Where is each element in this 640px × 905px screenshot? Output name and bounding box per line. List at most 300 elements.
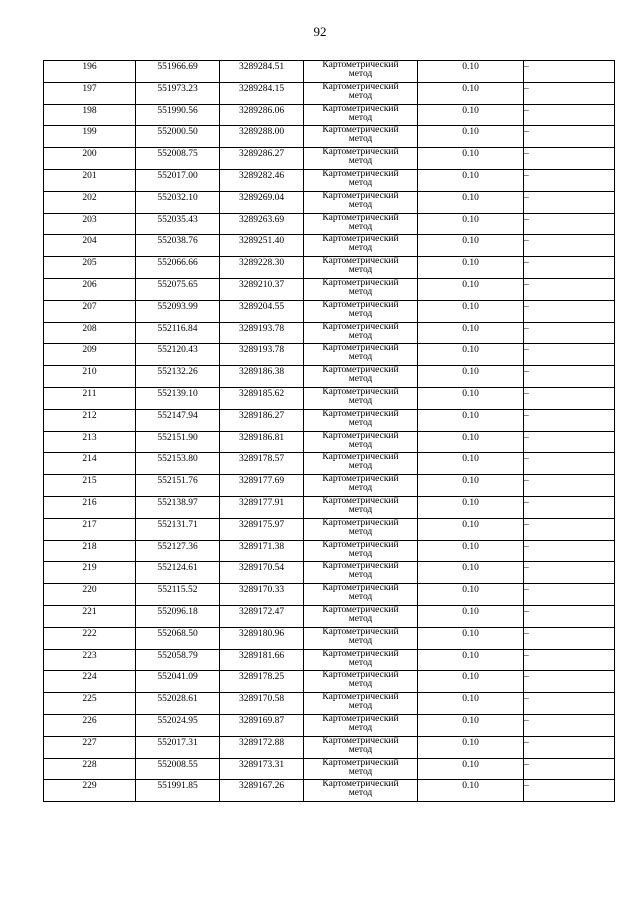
- method-line-2: метод: [348, 417, 373, 428]
- method-line-1: Картометрический: [322, 234, 399, 245]
- method-cell: [304, 322, 418, 344]
- method-line-1: Картометрический: [322, 452, 399, 463]
- accuracy-cell: 0.10: [418, 475, 524, 497]
- method-line-2: метод: [348, 679, 373, 690]
- x-coordinate-cell: 552041.09: [136, 671, 220, 693]
- method-line-2: метод: [348, 199, 373, 210]
- method-line-1: Картометрический: [322, 495, 399, 506]
- method-cell: [304, 61, 418, 83]
- method-cell: [304, 126, 418, 148]
- table-row: [44, 344, 615, 366]
- point-number-cell: 205: [44, 257, 136, 279]
- y-coordinate-cell: 3289178.25: [220, 671, 304, 693]
- x-coordinate-cell: 552153.80: [136, 453, 220, 475]
- table-row: [44, 584, 615, 606]
- y-coordinate-cell: 3289284.15: [220, 82, 304, 104]
- table-row: [44, 387, 615, 409]
- method-cell: [304, 387, 418, 409]
- x-coordinate-cell: 552132.26: [136, 366, 220, 388]
- note-cell: –: [524, 540, 615, 562]
- method-cell: [304, 649, 418, 671]
- table-row: [44, 409, 615, 431]
- point-number-cell: 227: [44, 736, 136, 758]
- point-number-cell: 197: [44, 82, 136, 104]
- x-coordinate-cell: 552058.79: [136, 649, 220, 671]
- x-coordinate-cell: 552017.31: [136, 736, 220, 758]
- accuracy-cell: 0.10: [418, 562, 524, 584]
- accuracy-cell: 0.10: [418, 714, 524, 736]
- table-row: [44, 322, 615, 344]
- note-cell: –: [524, 300, 615, 322]
- method-line-1: Картометрический: [322, 517, 399, 528]
- point-number-cell: 225: [44, 693, 136, 715]
- method-line-2: метод: [348, 395, 373, 406]
- method-cell: [304, 453, 418, 475]
- accuracy-cell: 0.10: [418, 322, 524, 344]
- accuracy-cell: 0.10: [418, 453, 524, 475]
- table-row: [44, 540, 615, 562]
- method-cell: [304, 366, 418, 388]
- method-line-1: Картометрический: [322, 299, 399, 310]
- method-line-2: метод: [348, 461, 373, 472]
- table-row: [44, 736, 615, 758]
- x-coordinate-cell: 552124.61: [136, 562, 220, 584]
- y-coordinate-cell: 3289170.58: [220, 693, 304, 715]
- method-cell: [304, 213, 418, 235]
- x-coordinate-cell: 552008.55: [136, 758, 220, 780]
- note-cell: –: [524, 627, 615, 649]
- x-coordinate-cell: 552024.95: [136, 714, 220, 736]
- accuracy-cell: 0.10: [418, 366, 524, 388]
- method-line-1: Картометрический: [322, 430, 399, 441]
- method-line-2: метод: [348, 504, 373, 515]
- accuracy-cell: 0.10: [418, 235, 524, 257]
- note-cell: –: [524, 61, 615, 83]
- method-line-2: метод: [348, 69, 373, 79]
- method-line-1: Картометрический: [322, 125, 399, 136]
- method-line-2: метод: [348, 766, 373, 777]
- note-cell: –: [524, 758, 615, 780]
- table-row: [44, 453, 615, 475]
- y-coordinate-cell: 3289167.26: [220, 780, 304, 802]
- x-coordinate-cell: 551973.23: [136, 82, 220, 104]
- method-cell: [304, 82, 418, 104]
- table-row: [44, 300, 615, 322]
- method-cell: [304, 714, 418, 736]
- accuracy-cell: 0.10: [418, 278, 524, 300]
- y-coordinate-cell: 3289186.38: [220, 366, 304, 388]
- method-line-2: метод: [348, 613, 373, 624]
- method-line-2: метод: [348, 112, 373, 123]
- table-row: [44, 627, 615, 649]
- y-coordinate-cell: 3289193.78: [220, 322, 304, 344]
- y-coordinate-cell: 3289185.62: [220, 387, 304, 409]
- method-line-1: Картометрический: [322, 583, 399, 594]
- point-number-cell: 210: [44, 366, 136, 388]
- x-coordinate-cell: 552147.94: [136, 409, 220, 431]
- accuracy-cell: 0.10: [418, 126, 524, 148]
- method-cell: [304, 148, 418, 170]
- x-coordinate-cell: 552068.50: [136, 627, 220, 649]
- note-cell: –: [524, 322, 615, 344]
- note-cell: –: [524, 104, 615, 126]
- method-cell: [304, 518, 418, 540]
- method-cell: [304, 344, 418, 366]
- method-line-1: Картометрический: [322, 779, 399, 790]
- y-coordinate-cell: 3289178.57: [220, 453, 304, 475]
- method-line-1: Картометрический: [322, 735, 399, 746]
- point-number-cell: 206: [44, 278, 136, 300]
- accuracy-cell: 0.10: [418, 736, 524, 758]
- method-line-2: метод: [348, 221, 373, 232]
- method-line-2: метод: [348, 526, 373, 537]
- x-coordinate-cell: 552120.43: [136, 344, 220, 366]
- accuracy-cell: 0.10: [418, 627, 524, 649]
- y-coordinate-cell: 3289186.27: [220, 409, 304, 431]
- point-number-cell: 208: [44, 322, 136, 344]
- method-line-2: метод: [348, 374, 373, 385]
- y-coordinate-cell: 3289228.30: [220, 257, 304, 279]
- y-coordinate-cell: 3289251.40: [220, 235, 304, 257]
- point-number-cell: 216: [44, 496, 136, 518]
- point-number-cell: 220: [44, 584, 136, 606]
- method-line-1: Картометрический: [322, 626, 399, 637]
- accuracy-cell: 0.10: [418, 540, 524, 562]
- table-row: [44, 649, 615, 671]
- note-cell: –: [524, 780, 615, 802]
- method-line-2: метод: [348, 134, 373, 145]
- note-cell: –: [524, 584, 615, 606]
- accuracy-cell: 0.10: [418, 104, 524, 126]
- x-coordinate-cell: 552139.10: [136, 387, 220, 409]
- method-line-2: метод: [348, 265, 373, 276]
- y-coordinate-cell: 3289172.88: [220, 736, 304, 758]
- method-line-1: Картометрический: [322, 212, 399, 223]
- method-line-1: Картометрический: [322, 408, 399, 419]
- table-row: [44, 475, 615, 497]
- table-row: [44, 169, 615, 191]
- method-line-1: Картометрический: [322, 648, 399, 659]
- table-row: [44, 104, 615, 126]
- note-cell: –: [524, 736, 615, 758]
- table-row: [44, 693, 615, 715]
- point-number-cell: 214: [44, 453, 136, 475]
- x-coordinate-cell: 552093.99: [136, 300, 220, 322]
- x-coordinate-cell: 551990.56: [136, 104, 220, 126]
- point-number-cell: 221: [44, 605, 136, 627]
- method-line-2: метод: [348, 548, 373, 559]
- accuracy-cell: 0.10: [418, 344, 524, 366]
- x-coordinate-cell: 552035.43: [136, 213, 220, 235]
- x-coordinate-cell: 552017.00: [136, 169, 220, 191]
- note-cell: –: [524, 191, 615, 213]
- table-row: [44, 605, 615, 627]
- accuracy-cell: 0.10: [418, 649, 524, 671]
- x-coordinate-cell: 551991.85: [136, 780, 220, 802]
- method-line-1: Картометрический: [322, 386, 399, 397]
- x-coordinate-cell: 552028.61: [136, 693, 220, 715]
- point-number-cell: 213: [44, 431, 136, 453]
- method-line-1: Картометрический: [322, 168, 399, 179]
- method-line-2: метод: [348, 657, 373, 668]
- note-cell: –: [524, 649, 615, 671]
- method-line-2: метод: [348, 483, 373, 494]
- accuracy-cell: 0.10: [418, 780, 524, 802]
- table-row: [44, 431, 615, 453]
- table-row: [44, 257, 615, 279]
- point-number-cell: 229: [44, 780, 136, 802]
- point-number-cell: 228: [44, 758, 136, 780]
- method-line-2: метод: [348, 308, 373, 319]
- accuracy-cell: 0.10: [418, 758, 524, 780]
- note-cell: –: [524, 387, 615, 409]
- method-cell: [304, 605, 418, 627]
- point-number-cell: 226: [44, 714, 136, 736]
- method-line-2: метод: [348, 788, 373, 799]
- method-line-1: Картометрический: [322, 713, 399, 724]
- y-coordinate-cell: 3289263.69: [220, 213, 304, 235]
- method-cell: [304, 671, 418, 693]
- method-cell: [304, 191, 418, 213]
- table-row: [44, 82, 615, 104]
- x-coordinate-cell: 552127.36: [136, 540, 220, 562]
- method-cell: [304, 278, 418, 300]
- point-number-cell: 209: [44, 344, 136, 366]
- note-cell: –: [524, 126, 615, 148]
- table-row: [44, 148, 615, 170]
- note-cell: –: [524, 431, 615, 453]
- method-cell: [304, 584, 418, 606]
- point-number-cell: 202: [44, 191, 136, 213]
- accuracy-cell: 0.10: [418, 257, 524, 279]
- note-cell: –: [524, 344, 615, 366]
- method-cell: [304, 496, 418, 518]
- table-row: [44, 780, 615, 802]
- note-cell: –: [524, 562, 615, 584]
- y-coordinate-cell: 3289282.46: [220, 169, 304, 191]
- method-line-2: метод: [348, 243, 373, 254]
- note-cell: –: [524, 213, 615, 235]
- table-row: [44, 213, 615, 235]
- method-line-1: Картометрический: [322, 692, 399, 703]
- table-row: [44, 191, 615, 213]
- method-cell: [304, 627, 418, 649]
- accuracy-cell: 0.10: [418, 431, 524, 453]
- x-coordinate-cell: 552116.84: [136, 322, 220, 344]
- x-coordinate-cell: 552075.65: [136, 278, 220, 300]
- coordinates-table-body: [44, 61, 615, 802]
- method-cell: [304, 736, 418, 758]
- method-line-2: метод: [348, 592, 373, 603]
- point-number-cell: 200: [44, 148, 136, 170]
- point-number-cell: 215: [44, 475, 136, 497]
- page-number: 92: [313, 24, 327, 39]
- x-coordinate-cell: 552000.50: [136, 126, 220, 148]
- method-line-1: Картометрический: [322, 343, 399, 354]
- method-line-1: Картометрический: [322, 81, 399, 92]
- note-cell: –: [524, 714, 615, 736]
- y-coordinate-cell: 3289175.97: [220, 518, 304, 540]
- method-line-1: Картометрический: [322, 561, 399, 572]
- y-coordinate-cell: 3289177.69: [220, 475, 304, 497]
- x-coordinate-cell: 552066.66: [136, 257, 220, 279]
- method-cell: [304, 104, 418, 126]
- y-coordinate-cell: 3289286.27: [220, 148, 304, 170]
- note-cell: –: [524, 257, 615, 279]
- method-cell: [304, 235, 418, 257]
- y-coordinate-cell: 3289181.66: [220, 649, 304, 671]
- note-cell: –: [524, 169, 615, 191]
- method-cell: [304, 257, 418, 279]
- point-number-cell: 196: [44, 61, 136, 83]
- method-line-2: метод: [348, 330, 373, 341]
- method-line-2: метод: [348, 722, 373, 733]
- y-coordinate-cell: 3289170.54: [220, 562, 304, 584]
- point-number-cell: 224: [44, 671, 136, 693]
- method-cell: [304, 169, 418, 191]
- point-number-cell: 219: [44, 562, 136, 584]
- y-coordinate-cell: 3289186.81: [220, 431, 304, 453]
- method-line-1: Картометрический: [322, 474, 399, 485]
- table-row: [44, 671, 615, 693]
- note-cell: –: [524, 235, 615, 257]
- method-cell: [304, 758, 418, 780]
- note-cell: –: [524, 475, 615, 497]
- point-number-cell: 199: [44, 126, 136, 148]
- accuracy-cell: 0.10: [418, 584, 524, 606]
- accuracy-cell: 0.10: [418, 693, 524, 715]
- table-row: [44, 758, 615, 780]
- method-line-1: Картометрический: [322, 757, 399, 768]
- y-coordinate-cell: 3289170.33: [220, 584, 304, 606]
- table-row: [44, 235, 615, 257]
- table-row: [44, 366, 615, 388]
- point-number-cell: 203: [44, 213, 136, 235]
- x-coordinate-cell: 552008.75: [136, 148, 220, 170]
- x-coordinate-cell: 551966.69: [136, 61, 220, 83]
- accuracy-cell: 0.10: [418, 496, 524, 518]
- method-line-1: Картометрический: [322, 190, 399, 201]
- point-number-cell: 212: [44, 409, 136, 431]
- accuracy-cell: 0.10: [418, 61, 524, 83]
- method-line-2: метод: [348, 635, 373, 646]
- note-cell: –: [524, 671, 615, 693]
- table-row: [44, 496, 615, 518]
- note-cell: –: [524, 518, 615, 540]
- table-row: [44, 518, 615, 540]
- point-number-cell: 222: [44, 627, 136, 649]
- method-cell: [304, 780, 418, 802]
- note-cell: –: [524, 366, 615, 388]
- method-line-1: Картометрический: [322, 321, 399, 332]
- method-line-1: Картометрический: [322, 670, 399, 681]
- accuracy-cell: 0.10: [418, 605, 524, 627]
- method-line-2: метод: [348, 701, 373, 712]
- method-line-2: метод: [348, 352, 373, 363]
- method-line-1: Картометрический: [322, 604, 399, 615]
- method-cell: [304, 693, 418, 715]
- table-row: [44, 126, 615, 148]
- method-cell: [304, 562, 418, 584]
- table-row: [44, 714, 615, 736]
- x-coordinate-cell: 552138.97: [136, 496, 220, 518]
- y-coordinate-cell: 3289210.37: [220, 278, 304, 300]
- method-line-2: метод: [348, 90, 373, 101]
- method-line-2: метод: [348, 286, 373, 297]
- x-coordinate-cell: 552096.18: [136, 605, 220, 627]
- x-coordinate-cell: 552115.52: [136, 584, 220, 606]
- note-cell: –: [524, 496, 615, 518]
- method-line-2: метод: [348, 156, 373, 167]
- y-coordinate-cell: 3289286.06: [220, 104, 304, 126]
- accuracy-cell: 0.10: [418, 213, 524, 235]
- table-row: [44, 278, 615, 300]
- method-line-1: Картометрический: [322, 539, 399, 550]
- accuracy-cell: 0.10: [418, 148, 524, 170]
- point-number-cell: 207: [44, 300, 136, 322]
- note-cell: –: [524, 693, 615, 715]
- y-coordinate-cell: 3289177.91: [220, 496, 304, 518]
- accuracy-cell: 0.10: [418, 191, 524, 213]
- table-row: [44, 61, 615, 83]
- method-cell: [304, 475, 418, 497]
- method-line-2: метод: [348, 744, 373, 755]
- x-coordinate-cell: 552038.76: [136, 235, 220, 257]
- y-coordinate-cell: 3289171.38: [220, 540, 304, 562]
- y-coordinate-cell: 3289204.55: [220, 300, 304, 322]
- x-coordinate-cell: 552131.71: [136, 518, 220, 540]
- coordinates-table: [43, 60, 615, 802]
- point-number-cell: 198: [44, 104, 136, 126]
- note-cell: –: [524, 409, 615, 431]
- y-coordinate-cell: 3289288.00: [220, 126, 304, 148]
- y-coordinate-cell: 3289169.87: [220, 714, 304, 736]
- point-number-cell: 204: [44, 235, 136, 257]
- method-cell: [304, 540, 418, 562]
- method-cell: [304, 409, 418, 431]
- y-coordinate-cell: 3289269.04: [220, 191, 304, 213]
- accuracy-cell: 0.10: [418, 300, 524, 322]
- x-coordinate-cell: 552151.90: [136, 431, 220, 453]
- method-line-2: метод: [348, 570, 373, 581]
- note-cell: –: [524, 278, 615, 300]
- accuracy-cell: 0.10: [418, 82, 524, 104]
- y-coordinate-cell: 3289284.51: [220, 61, 304, 83]
- table-row: [44, 562, 615, 584]
- point-number-cell: 217: [44, 518, 136, 540]
- method-line-1: Картометрический: [322, 277, 399, 288]
- accuracy-cell: 0.10: [418, 169, 524, 191]
- y-coordinate-cell: 3289172.47: [220, 605, 304, 627]
- y-coordinate-cell: 3289180.96: [220, 627, 304, 649]
- point-number-cell: 218: [44, 540, 136, 562]
- note-cell: –: [524, 453, 615, 475]
- y-coordinate-cell: 3289193.78: [220, 344, 304, 366]
- x-coordinate-cell: 552032.10: [136, 191, 220, 213]
- method-cell: [304, 300, 418, 322]
- note-cell: –: [524, 605, 615, 627]
- method-line-1: Картометрический: [322, 365, 399, 376]
- point-number-cell: 201: [44, 169, 136, 191]
- accuracy-cell: 0.10: [418, 518, 524, 540]
- note-cell: –: [524, 82, 615, 104]
- method-line-2: метод: [348, 177, 373, 188]
- note-cell: –: [524, 148, 615, 170]
- accuracy-cell: 0.10: [418, 387, 524, 409]
- method-line-1: Картометрический: [322, 103, 399, 114]
- method-cell: [304, 431, 418, 453]
- method-line-1: Картометрический: [322, 60, 399, 70]
